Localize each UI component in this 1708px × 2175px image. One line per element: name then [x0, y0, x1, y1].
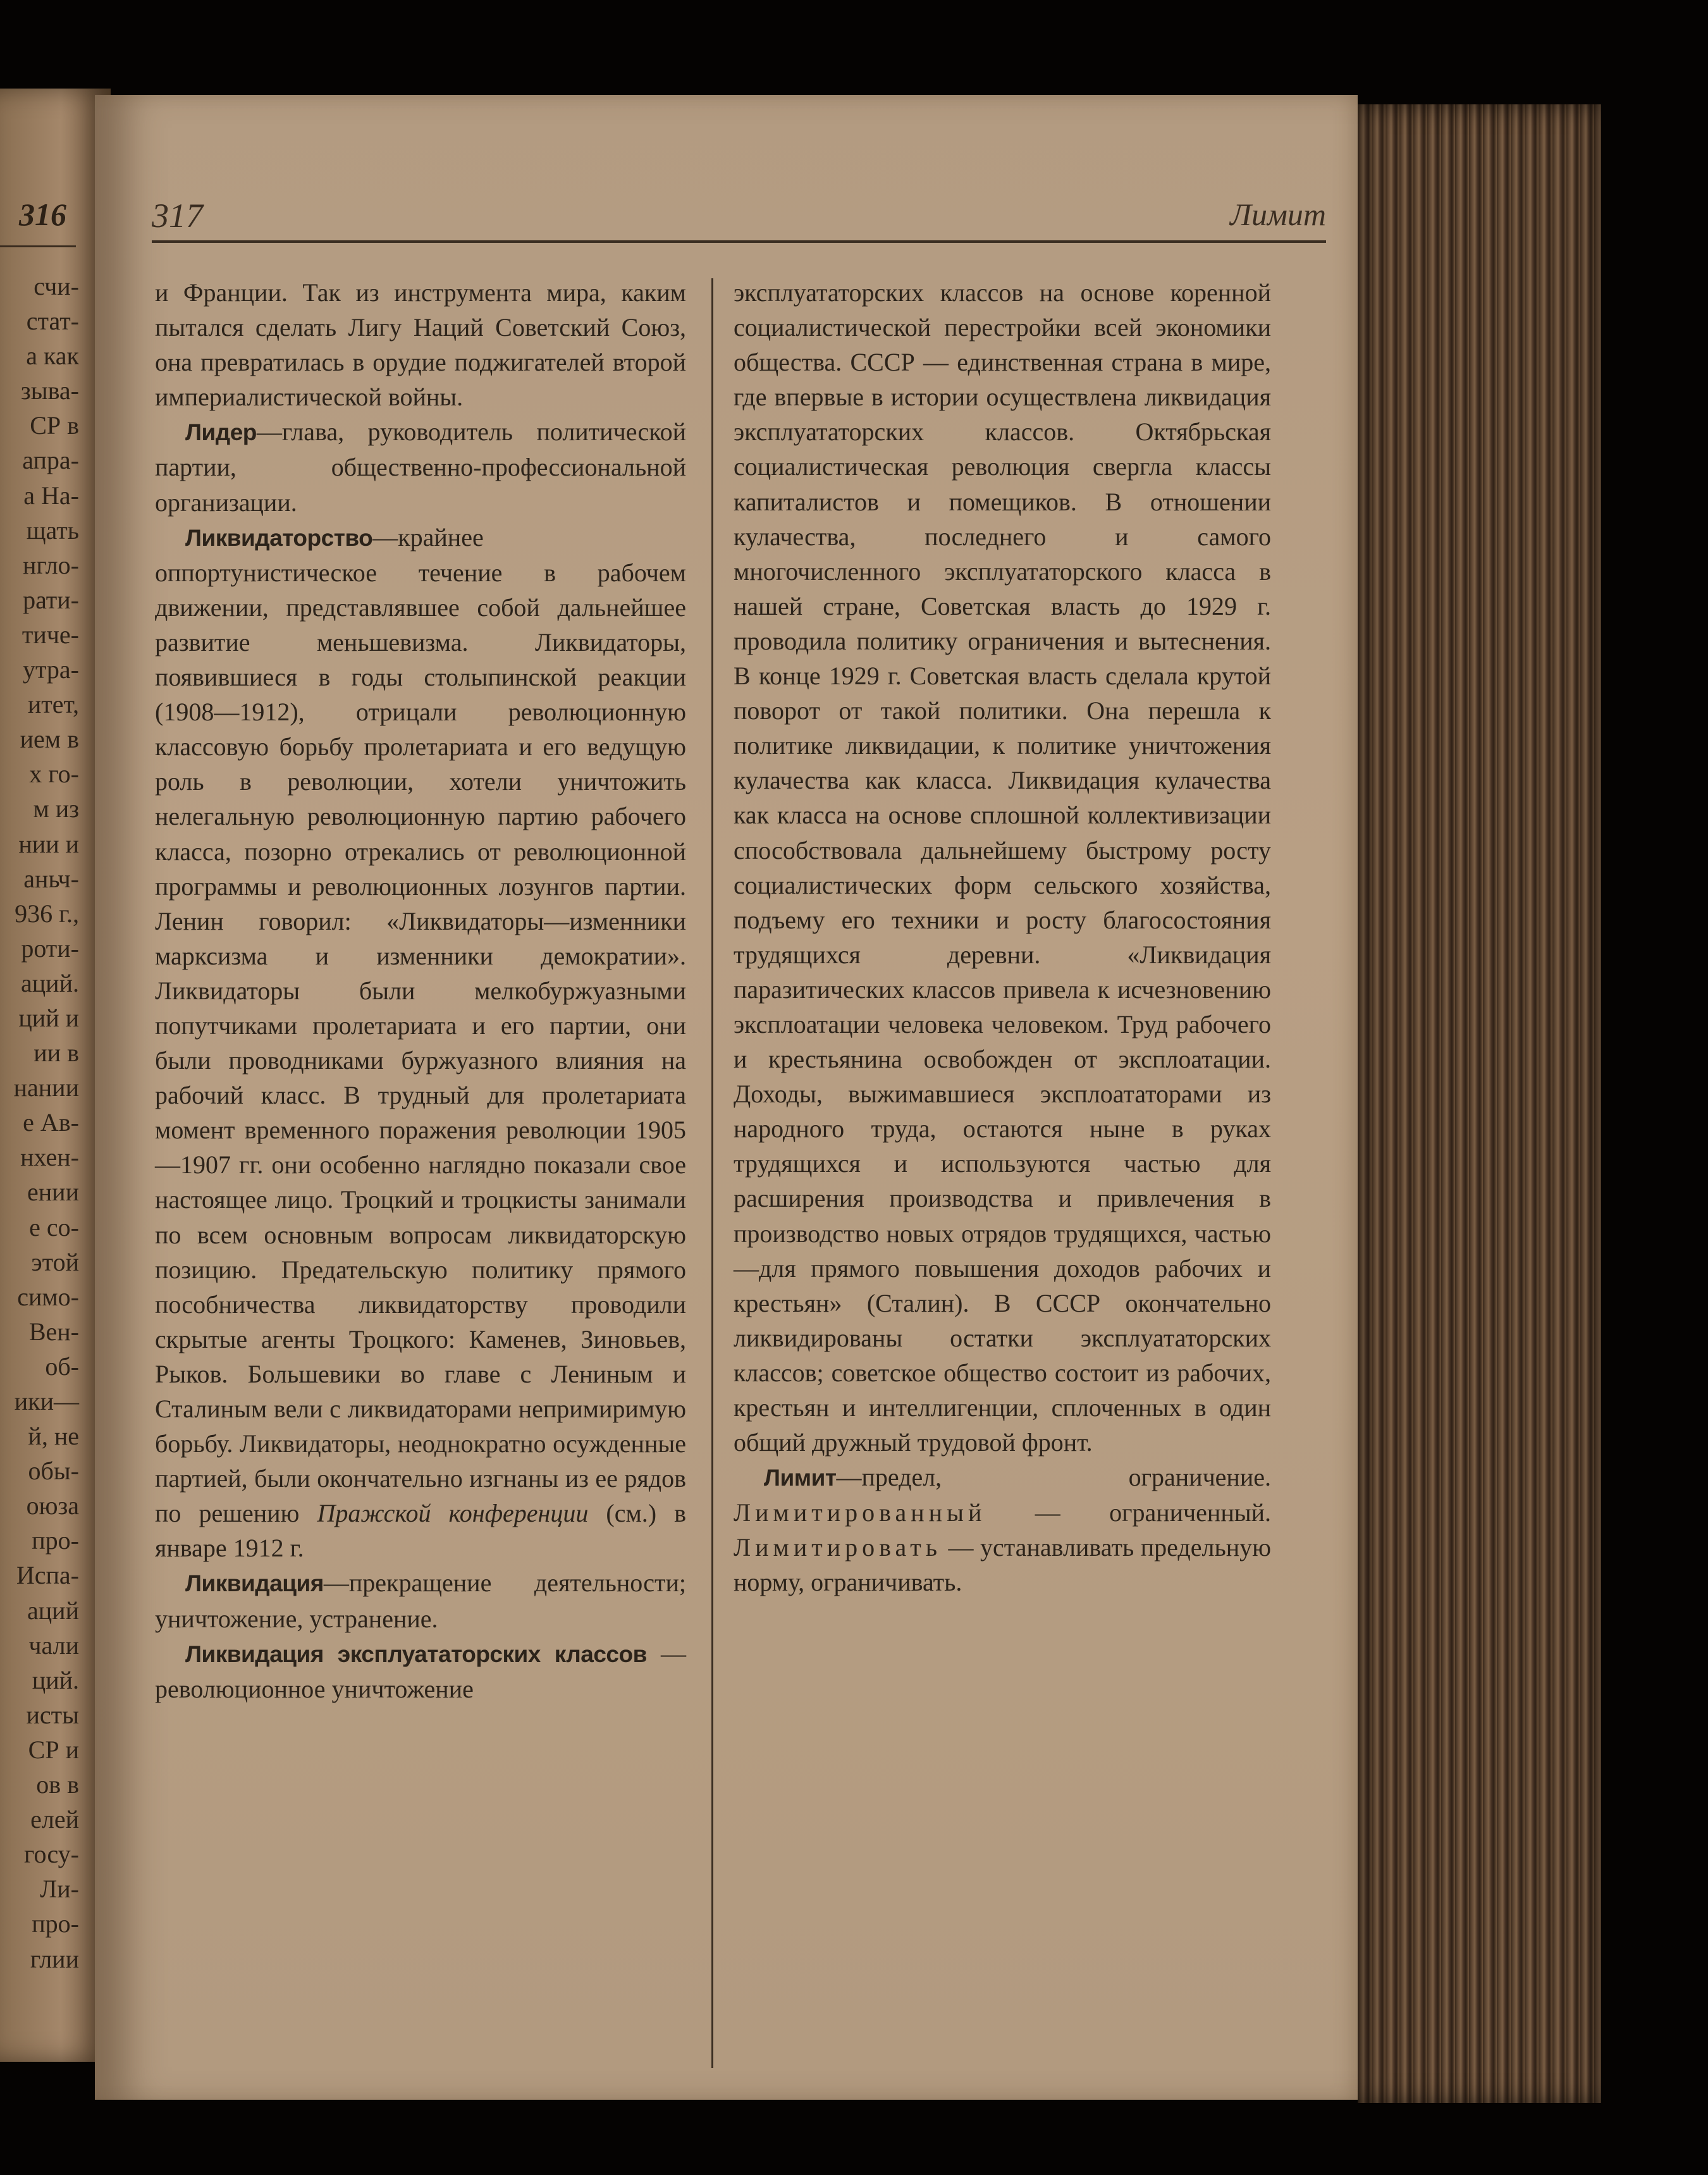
entry-definition: —прекращение деятельности; уничтожение, устранение. [155, 1568, 686, 1633]
previous-page-line: рати- [23, 585, 79, 614]
previous-page-line: СР в [30, 411, 79, 440]
previous-page-line: роти- [21, 933, 79, 963]
entry-definition-tail: (см.) в январе 1912 г. [155, 1499, 686, 1563]
previous-page-line: ций. [32, 1665, 79, 1694]
previous-page-line: обы- [28, 1457, 79, 1486]
previous-page-line: нгло- [22, 550, 79, 579]
previous-page-line: аньч- [23, 864, 79, 893]
previous-page-line: ении [27, 1178, 79, 1207]
previous-page-number: 316 [19, 197, 66, 232]
entry-likvidaciya-ekspl [155, 1636, 686, 1706]
previous-page-line: об- [45, 1352, 79, 1381]
previous-page-line: про- [32, 1526, 79, 1555]
previous-page-line-endings [14, 269, 79, 1976]
previous-page-line: щать [26, 515, 79, 545]
previous-page-line: ов в [36, 1770, 79, 1799]
previous-page-line: ием в [20, 725, 79, 754]
previous-page-line: исты [26, 1700, 79, 1729]
previous-page-line: счи- [34, 272, 79, 300]
entry-term: Ликвидация эксплуататорских классов [185, 1641, 647, 1667]
entry-definition: — революционное уничтожение [155, 1639, 687, 1703]
header-rule [152, 240, 1326, 243]
derived-term: Лимитировать [734, 1533, 942, 1562]
right-column [734, 275, 1271, 1600]
entry-term: Лимит [764, 1465, 837, 1491]
entry-likvidaciya [155, 1565, 686, 1636]
previous-page-line: Испа- [16, 1561, 79, 1590]
entry-term: Ликвидаторство [185, 524, 373, 551]
previous-page-line: Ли- [40, 1875, 79, 1904]
previous-page-line: м из [33, 794, 79, 823]
entry-likvidatorstvo [155, 520, 686, 1566]
previous-page-line: е Ав- [23, 1108, 79, 1137]
page-number: 317 [152, 197, 203, 235]
previous-page-line: ций и [18, 1003, 79, 1032]
previous-page-line: нхен- [20, 1143, 79, 1172]
previous-page-line: оюза [26, 1491, 79, 1520]
previous-page-line: ики— [14, 1387, 79, 1415]
left-column [155, 275, 686, 1706]
previous-page-line: а На- [23, 481, 79, 510]
book-page [95, 95, 1358, 2100]
derived-definition: — устанавливать предельную норму, ограничивать. [734, 1533, 1271, 1597]
previous-page-line: ии в [34, 1038, 79, 1068]
previous-page-line: тиче- [22, 620, 79, 649]
guide-word: Лимит [1230, 197, 1326, 232]
entry-lider [155, 414, 686, 519]
previous-page-rule [0, 245, 76, 247]
page-fore-edge [1358, 104, 1601, 2103]
paragraph-continuation: эксплуататорских классов на основе коренной социалистической перестройки всей экономики общества. СССР — единственная страна в мире, где впервые в истории осуществлена ликвидация эксплуататорских классов. Октябрьская социалистическая революция свергла классы капиталистов и помещиков. В отношении кулачества, последнего и самого многочисленного эксплуататорского класса в нашей стране, Советская власть до 1929 г. проводила политику ограничения и вытеснения. В конце 1929 г. Советская власть сделала крутой поворот от такой политики. Она перешла к политике ликвидации, к политике уничтожения кулачества как класса. Ликвидация кулачества как класса на основе сплошной коллективизации способствовала дальнейшему быстрому росту социалистических форм сельского хозяйства, подъему его техники и росту благосостояния трудящихся деревни. «Ликвидация паразитических классов привела к исчезновению эксплоатации человека человеком. Труд рабочего и крестьянина освобожден от эксплоатации. Доходы, выжимавшиеся эксплоататорами из народного труда, остаются ныне в руках трудящихся и используются частью для расширения производства и привлечения в производство новых отрядов трудящихся, частью—для прямого повышения доходов рабочих и крестьян» (Сталин). В СССР окончательно ликвидированы остатки эксплуататорских классов; советское общество состоит из рабочих, крестьян и интеллигенции, сплоченных в один общий дружный трудовой фронт. [734, 278, 1271, 1457]
entry-limit [734, 1460, 1271, 1599]
entry-term: Лидер [185, 419, 257, 446]
previous-page-line: утра- [22, 655, 79, 684]
previous-page-line: глии [30, 1944, 79, 1973]
previous-page-line: Вен- [28, 1317, 79, 1346]
previous-page-line: х го- [29, 760, 79, 789]
previous-page-edge [0, 89, 111, 2062]
previous-page-line: нии и [18, 829, 79, 858]
derived-definition: — ограниченный. [986, 1498, 1271, 1527]
paragraph-continuation: и Франции. Так из инструмента мира, каким пытался сделать Лигу Наций Советский Союз, она превратилась в орудие поджигателей второй империалистической войны. [155, 278, 686, 412]
previous-page-line: а как [26, 342, 79, 371]
entry-definition: —предел, ограничение. [836, 1463, 1271, 1492]
previous-page-line: нании [13, 1073, 79, 1102]
previous-page-line: 936 г., [15, 899, 79, 928]
previous-page-line: симо- [17, 1282, 79, 1311]
column-divider [711, 278, 713, 2068]
entry-definition: —крайнее оппортунистическое течение в рабочем движении, представлявшее собой дальнейшее развитие меньшевизма. Ликвидаторы, появившиеся в годы столыпинской реакции (1908—1912), отрицали революционную классовую борьбу пролетариата и его ведущую роль в революции, хотели уничтожить нелегальную революционную партию рабочего класса, позорно отрекались от революционной программы и революционных лозунгов партии. Ленин говорил: «Ликвидаторы—изменники марксизма и изменники демократии». Ликвидаторы были мелкобуржуазными попутчиками пролетариата и его партии, они были проводниками буржуазного влияния на рабочий класс. В трудный для пролетариата момент временного поражения революции 1905—1907 гг. они особенно наглядно показали свое настоящее лицо. Троцкий и троцкисты занимали по всем основным вопросам ликвидаторскую позицию. Предательскую политику прямого пособничества ликвидаторству проводили скрытые агенты Троцкого: Каменев, Зиновьев, Рыков. Большевики во главе с Лениным и Сталиным вели с ликвидаторами непримиримую борьбу. Ликвидаторы, неоднократно осужденные партией, были окончательно изгнаны из ее рядов по решению [155, 522, 686, 1528]
previous-page-line: аций [27, 1596, 79, 1625]
previous-page-line: итет, [27, 690, 79, 719]
previous-page-line: зыва- [20, 376, 79, 405]
previous-page-line: про- [32, 1909, 79, 1938]
previous-page-line: елей [30, 1805, 79, 1834]
cross-reference: Пражской конференции [317, 1499, 589, 1528]
previous-page-line: чали [28, 1630, 79, 1660]
previous-page-line: этой [31, 1247, 79, 1276]
previous-page-line: стат- [26, 307, 79, 336]
derived-term: Лимитированный [734, 1498, 986, 1527]
previous-page-line: е со- [29, 1212, 79, 1242]
entry-definition: —глава, руководитель политической партии, общественно-профессиональной организации. [155, 417, 686, 517]
previous-page-line: госу- [24, 1840, 79, 1869]
previous-page-line: й, не [28, 1422, 79, 1451]
entry-term: Ликвидация [185, 1570, 324, 1597]
running-head [152, 196, 1326, 247]
previous-page-line: аций. [21, 968, 79, 997]
previous-page-line: апра- [22, 446, 79, 475]
previous-page-line: СР и [28, 1735, 79, 1764]
